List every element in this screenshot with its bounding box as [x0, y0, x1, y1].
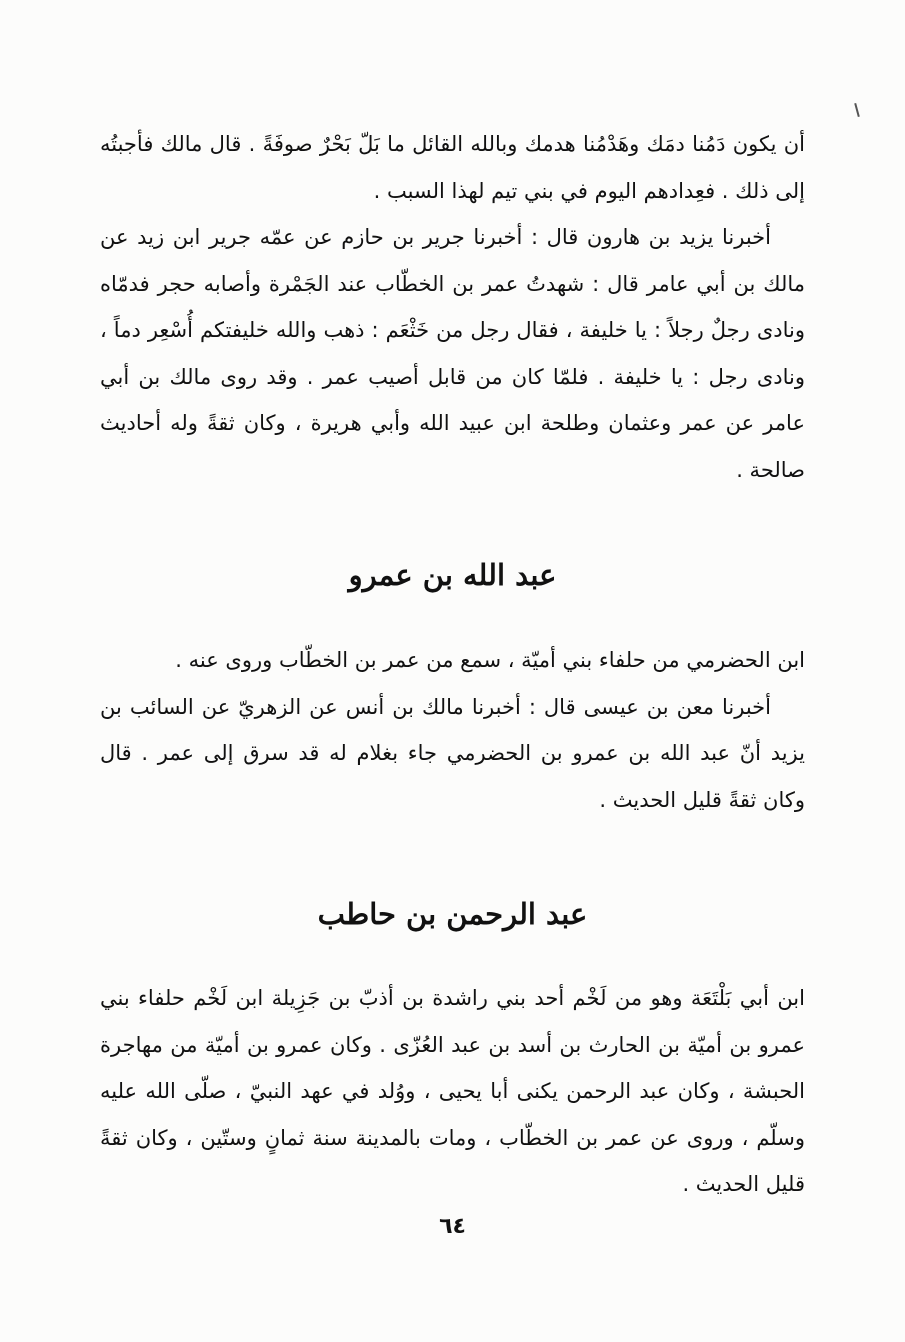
paragraph: ابن أبي بَلْتَعَة وهو من لَخْم أحد بني راشدة بن أذبّ بن جَزِيلة ابن لَخْم حلفاء بني عمرو بن أميّة بن الحارث بن أسد بن عبد العُزّى . وكان عمرو بن أميّة من مهاجرة الحبشة ، وكان عبد الرحمن يكنى أبا يحيى ، ووُلد في عهد النبيّ ، صلّى الله عليه وسلّم ، وروى عن عمر بن الخطّاب ، ومات بالمدينة سنة ثمانٍ وستّين ، وكان ثقةً قليل الحديث . — [100, 986, 805, 1196]
paragraph: أخبرنا يزيد بن هارون قال : أخبرنا جرير بن حازم عن عمّه جرير ابن زيد عن مالك بن أبي عامر قال : شهدتُ عمر بن الخطّاب عند الجَمْرة وأصابه حجر فدمّاه ونادى رجلٌ رجلاً : يا خليفة ، فقال رجل من خَثْعَم : ذهب والله خليفتكم أُسْعِر دماً ، ونادى رجل : يا خليفة . فلمّا كان من قابل أصيب عمر . وقد روى مالك بن أبي عامر عن عمر وعثمان وطلحة ابن عبيد الله وأبي هريرة ، وكان ثقةً وله أحاديث صالحة . — [100, 225, 805, 482]
section-3-text — [100, 975, 805, 1208]
section-2-text — [100, 637, 805, 823]
section-heading: عبد الله بن عمرو — [348, 558, 557, 592]
section-heading: عبد الرحمن بن حاطب — [317, 897, 588, 931]
page-number: ٦٤ — [439, 1214, 466, 1239]
section-1-text — [100, 121, 805, 493]
paragraph: أخبرنا معن بن عيسى قال : أخبرنا مالك بن أنس عن الزهريّ عن السائب بن يزيد أنّ عبد الله بن عمرو بن الحضرمي جاء بغلام له قد سرق إلى عمر . قال وكان ثقةً قليل الحديث . — [100, 694, 805, 812]
scan-mark — [854, 103, 860, 117]
paragraph: ابن الحضرمي من حلفاء بني أميّة ، سمع من عمر بن الخطّاب وروى عنه . — [175, 648, 805, 672]
paragraph: أن يكون دَمُنا دمَك وهَدْمُنا هدمك وبالله القائل ما بَلّ بَحْرٌ صوفَةً . قال مالك فأجبتُه إلى ذلك . فعِدادهم اليوم في بني تيم لهذا السبب . — [100, 132, 805, 203]
